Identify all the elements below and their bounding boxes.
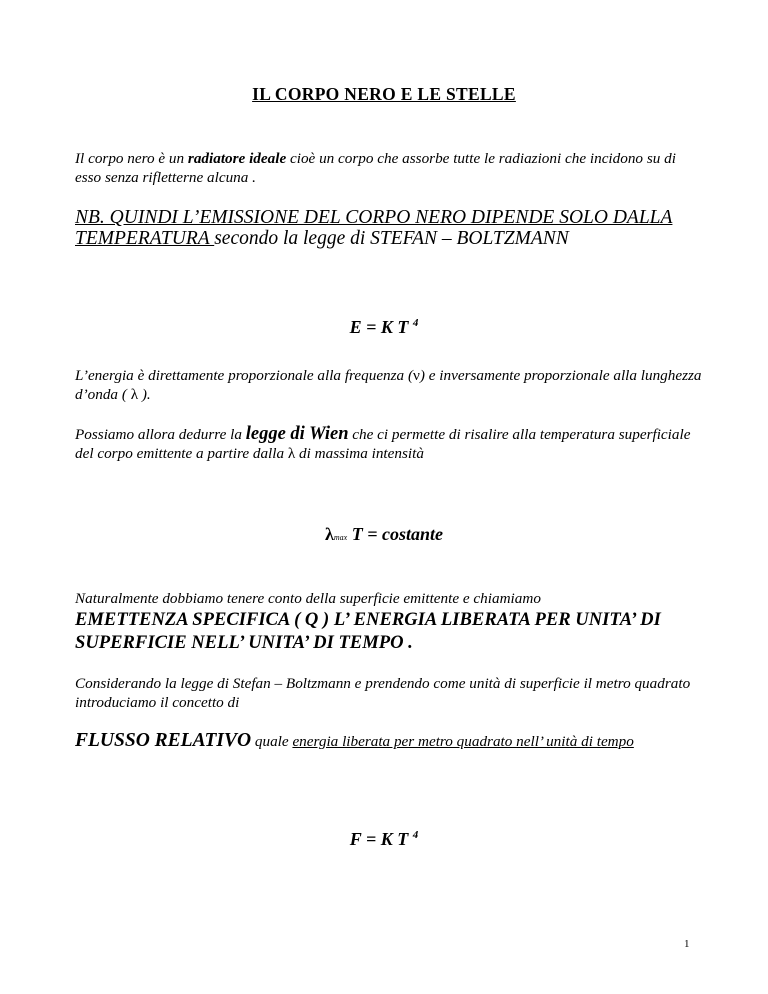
flux-definition: [75, 731, 705, 751]
energy-text-c: ).: [138, 386, 151, 403]
wien-text-a: Possiamo allora dedurre la: [75, 426, 246, 443]
lambda-max-symbol: λ: [325, 524, 334, 544]
energy-paragraph: [75, 366, 705, 404]
wien-text-d: di massima intensità: [295, 445, 424, 462]
flux-mid-text: quale: [251, 733, 293, 750]
intro-bold-term: radiatore ideale: [187, 150, 287, 167]
emittance-definition: EMETTENZA SPECIFICA ( Q ) L’ ENERGIA LIBERATA PER UNITA’ DI SUPERFICIE NELL’ UNITA’ DI TEMPO .: [75, 609, 661, 653]
intro-text-a: Il corpo nero è un: [75, 150, 188, 167]
nb-underlined-text: NB. QUINDI L’EMISSIONE DEL CORPO NERO DIPENDE SOLO DALLA TEMPERATURA: [75, 207, 673, 249]
formula-1-exponent: 4: [412, 317, 419, 329]
formula-2-text: T = costante: [347, 524, 443, 544]
energy-text-a: L’energia è direttamente proporzionale alla frequenza (: [75, 367, 414, 384]
formula-1-text: E = K T: [349, 317, 413, 337]
formula-wien: [0, 524, 768, 545]
flux-heading: FLUSSO RELATIVO: [75, 730, 252, 751]
page-title: IL CORPO NERO E LE STELLE: [252, 84, 516, 104]
wien-law-term: legge di Wien: [245, 424, 349, 444]
formula-3-text: F = K T: [349, 829, 413, 849]
wien-paragraph: [75, 425, 705, 463]
stefan-paragraph: Considerando la legge di Stefan – Boltzmann e prendendo come unità di superficie il metro quadrato introduciamo il concetto di: [75, 675, 691, 711]
page-number: 1: [684, 938, 690, 950]
emittance-intro: Naturalmente dobbiamo tenere conto della superficie emittente e chiamiamo: [75, 590, 541, 607]
formula-3-exponent: 4: [412, 829, 419, 841]
energy-text-b: ) e inversamente proporzionale alla lunghezza d’onda (: [75, 367, 702, 403]
lambda-symbol: λ: [130, 386, 139, 403]
intro-paragraph: [75, 149, 705, 187]
intro-text-c: cioè un corpo che assorbe tutte le radiazioni che incidono su di esso senza rifletterne alcuna .: [75, 150, 676, 186]
formula-flux: [0, 829, 768, 850]
wien-text-c: che ci permette di risalire alla temperatura superficiale del corpo emittente a partire dalla: [75, 426, 691, 462]
max-subscript: max: [333, 533, 348, 542]
formula-stefan-boltzmann: [0, 317, 768, 338]
nu-symbol: ν: [413, 367, 420, 384]
lambda-symbol-2: λ: [287, 445, 296, 462]
flux-underlined-text: energia liberata per metro quadrato nell’ unità di tempo: [292, 733, 634, 750]
nb-rest-text: secondo la legge di STEFAN – BOLTZMANN: [214, 228, 569, 249]
nb-paragraph: [75, 207, 715, 249]
